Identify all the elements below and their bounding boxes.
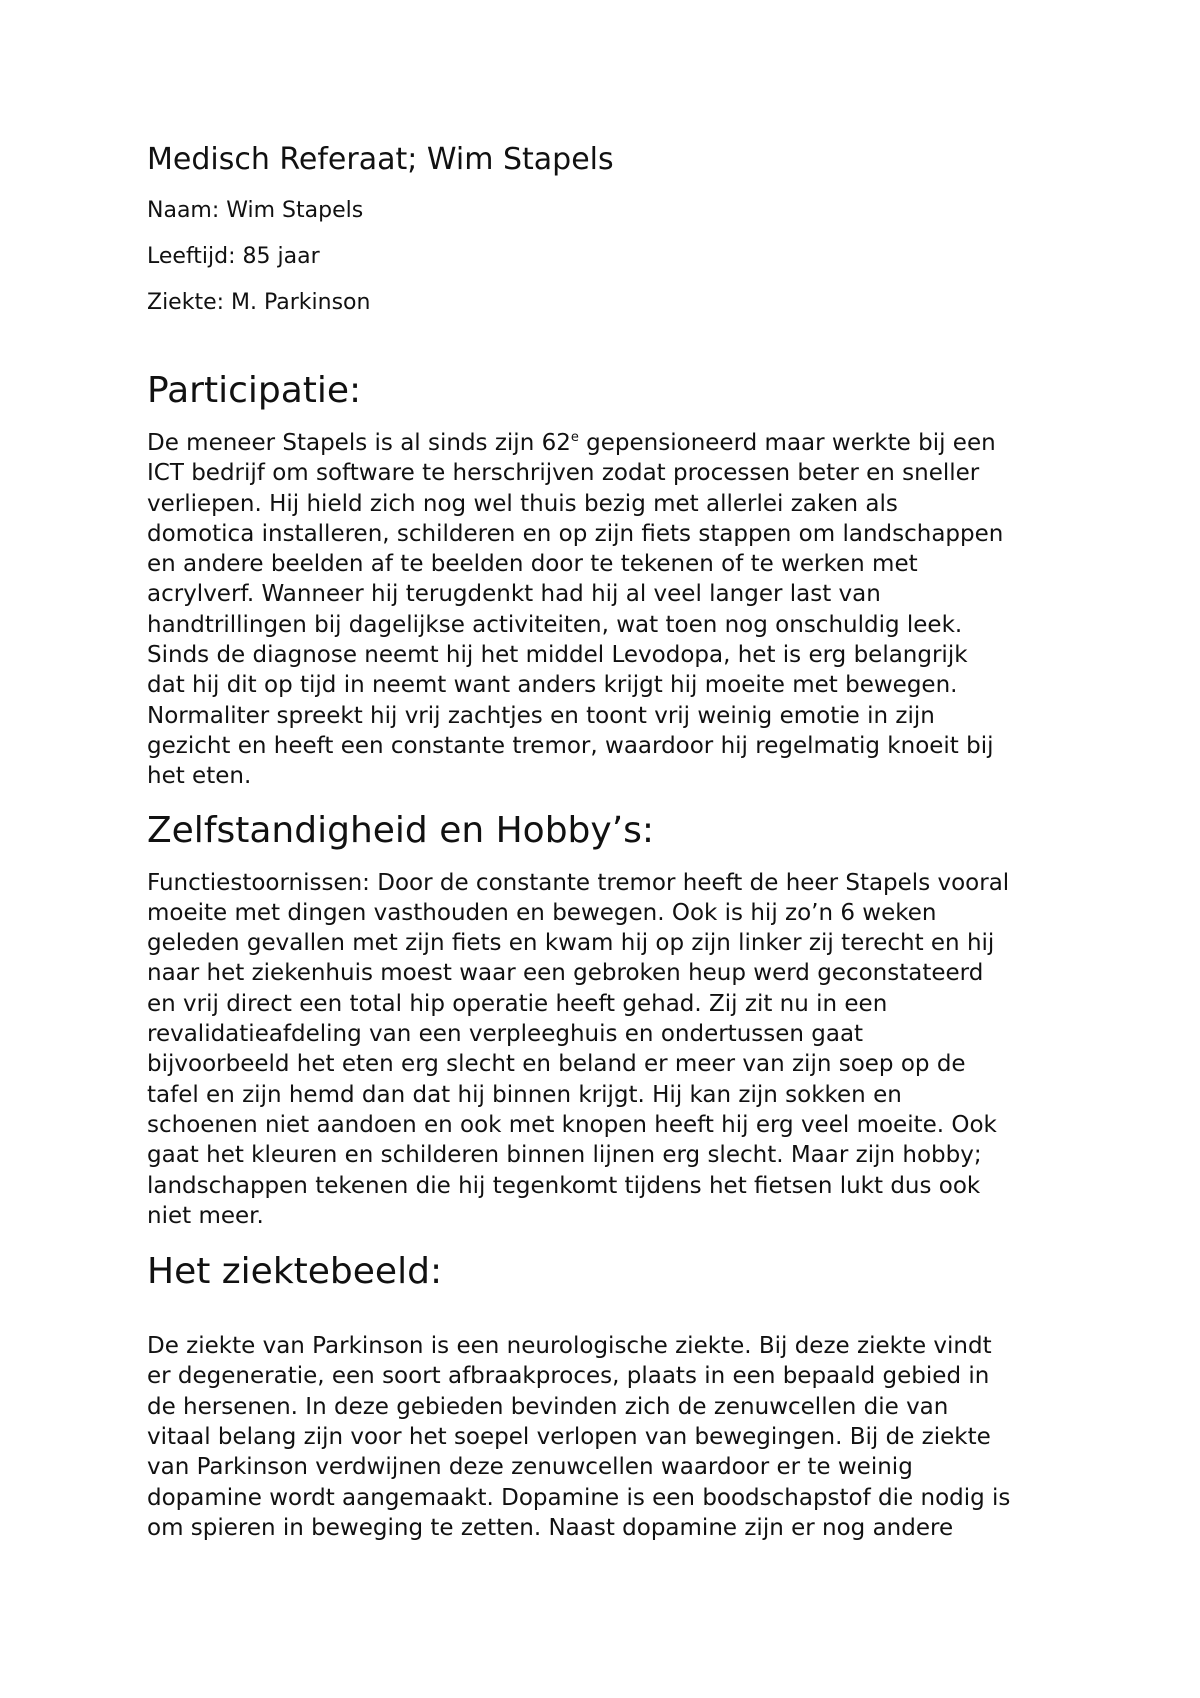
paragraph-line: schoenen niet aandoen en ook met knopen heeft hij erg veel moeite. Ook bbox=[147, 1111, 997, 1138]
paragraph-line: verliepen. Hij hield zich nog wel thuis bezig met allerlei zaken als bbox=[147, 490, 898, 517]
paragraph-line: en andere beelden af te beelden door te tekenen of te werken met bbox=[147, 551, 918, 578]
paragraph-line: De meneer Stapels is al sinds zijn 62e gepensioneerd maar werkte bij een bbox=[147, 430, 996, 456]
paragraph-line: tafel en zijn hemd dan dat hij binnen krijgt. Hij kan zijn sokken en bbox=[147, 1081, 902, 1108]
paragraph-line: domotica installeren, schilderen en op zijn fiets stappen om landschappen bbox=[147, 520, 1004, 547]
paragraph-line: moeite met dingen vasthouden en bewegen. Ook is hij zo’n 6 weken bbox=[147, 899, 937, 926]
document-title: Medisch Referaat; Wim Stapels bbox=[147, 142, 614, 177]
paragraph-line: dopamine wordt aangemaakt. Dopamine is een boodschapstof die nodig is bbox=[147, 1484, 1011, 1511]
paragraph-line: naar het ziekenhuis moest waar een gebroken heup werd geconstateerd bbox=[147, 960, 984, 987]
paragraph-line: en vrij direct een total hip operatie heeft gehad. Zij zit nu in een bbox=[147, 990, 888, 1017]
paragraph-line: De ziekte van Parkinson is een neurologische ziekte. Bij deze ziekte vindt bbox=[147, 1333, 992, 1360]
paragraph-line: vitaal belang zijn voor het soepel verlopen van bewegingen. Bij de ziekte bbox=[147, 1424, 991, 1451]
paragraph-line: ICT bedrijf om software te herschrijven zodat processen beter en sneller bbox=[147, 460, 980, 487]
paragraph-line: om spieren in beweging te zetten. Naast dopamine zijn er nog andere bbox=[147, 1514, 954, 1541]
document-content bbox=[147, 140, 1077, 1543]
paragraph-line: niet meer. bbox=[147, 1202, 264, 1229]
meta-disease: Ziekte: M. Parkinson bbox=[147, 290, 371, 315]
paragraph-line: gaat het kleuren en schilderen binnen lijnen erg slecht. Maar zijn hobby; bbox=[147, 1142, 982, 1169]
meta-age: Leeftijd: 85 jaar bbox=[147, 244, 320, 269]
paragraph-line: geleden gevallen met zijn fiets en kwam hij op zijn linker zij terecht en hij bbox=[147, 930, 995, 957]
heading-participatie: Participatie: bbox=[147, 370, 362, 411]
paragraph-participatie bbox=[147, 428, 1077, 792]
paragraph-line: revalidatieafdeling van een verpleeghuis en ondertussen gaat bbox=[147, 1021, 864, 1048]
heading-ziektebeeld: Het ziektebeeld: bbox=[147, 1251, 443, 1293]
paragraph-line: handtrillingen bij dagelijkse activiteiten, wat toen nog onschuldig leek. bbox=[147, 611, 963, 638]
paragraph-line: Normaliter spreekt hij vrij zachtjes en toont vrij weinig emotie in zijn bbox=[147, 702, 935, 729]
heading-zelfstandigheid: Zelfstandigheid en Hobby’s: bbox=[147, 809, 655, 851]
paragraph-zelfstandigheid bbox=[147, 868, 1077, 1232]
paragraph-line: de hersenen. In deze gebieden bevinden zich de zenuwcellen die van bbox=[147, 1393, 949, 1420]
paragraph-line: landschappen tekenen die hij tegenkomt tijdens het fietsen lukt dus ook bbox=[147, 1172, 981, 1199]
paragraph-line: het eten. bbox=[147, 763, 252, 790]
paragraph-line: dat hij dit op tijd in neemt want anders krijgt hij moeite met bewegen. bbox=[147, 672, 958, 699]
ordinal-superscript: e bbox=[570, 430, 579, 445]
paragraph-ziektebeeld bbox=[147, 1331, 1077, 1543]
paragraph-line: Sinds de diagnose neemt hij het middel Levodopa, het is erg belangrijk bbox=[147, 642, 968, 669]
paragraph-line: gezicht en heeft een constante tremor, waardoor hij regelmatig knoeit bij bbox=[147, 732, 994, 759]
paragraph-line: van Parkinson verdwijnen deze zenuwcellen waardoor er te weinig bbox=[147, 1454, 913, 1481]
meta-name: Naam: Wim Stapels bbox=[147, 198, 364, 223]
paragraph-line: er degeneratie, een soort afbraakproces, plaats in een bepaald gebied in bbox=[147, 1363, 990, 1390]
paragraph-line: acrylverf. Wanneer hij terugdenkt had hij al veel langer last van bbox=[147, 581, 881, 608]
paragraph-line: Functiestoornissen: Door de constante tremor heeft de heer Stapels vooral bbox=[147, 869, 1010, 896]
paragraph-line: bijvoorbeeld het eten erg slecht en beland er meer van zijn soep op de bbox=[147, 1051, 966, 1078]
